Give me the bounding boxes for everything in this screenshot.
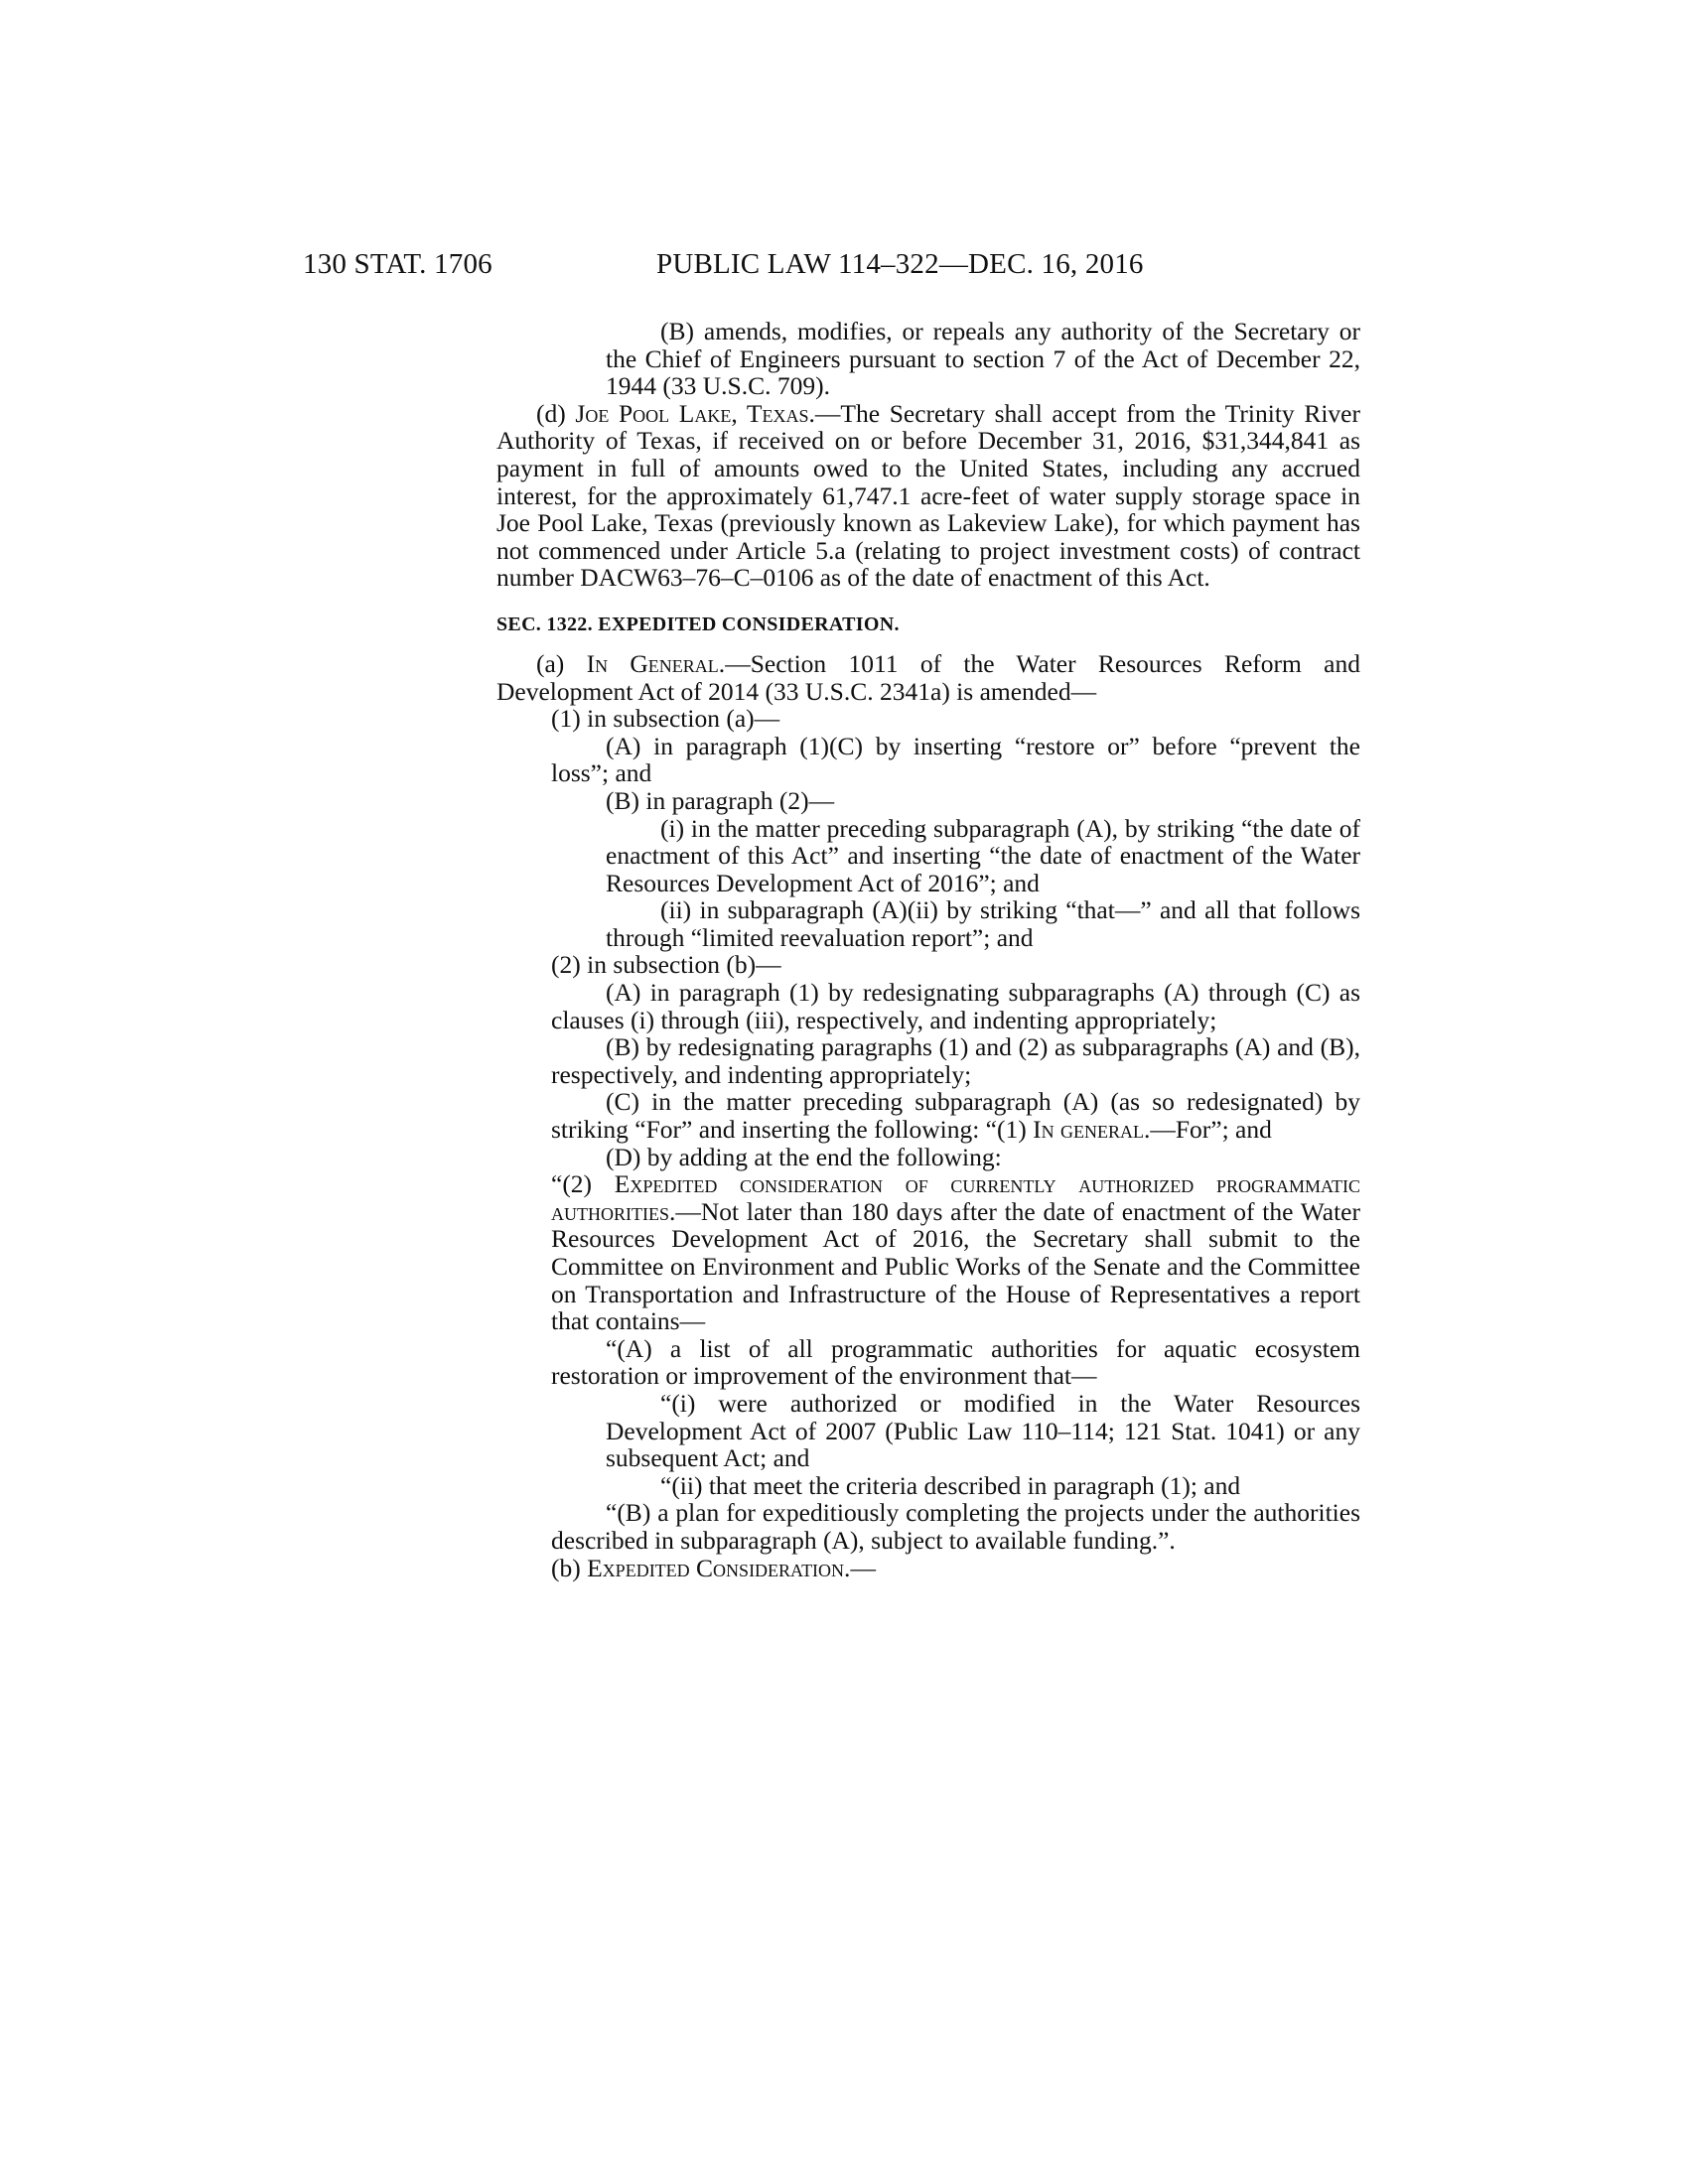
item-2d-paragraph: (D) by adding at the end the following:: [606, 1142, 1002, 1171]
item-2c-text-a: (C) in the matter preceding subparagraph (A) (as so redesignated) by striking “For” and inserting the following: “(1): [551, 1087, 1360, 1145]
paragraph-b-expedited: [496, 1555, 1360, 1582]
quoted-paragraph-2-lead: “(2): [551, 1169, 615, 1199]
paragraph-b-amends: (B) amends, modifies, or repeals any authority of the Secretary or the Chief of Engineers pursuant to section 7 of the Act of December 22, 1944 (33 U.S.C. 709).: [606, 317, 1360, 401]
item-1b-paragraph: (B) in paragraph (2)—: [606, 785, 835, 815]
item-2c-paragraph: [496, 1088, 1360, 1143]
paragraph-a-text: —Section 1011 of the Water Resources Reform and Development Act of 2014 (33 U.S.C. 2341a) is amended—: [496, 648, 1360, 706]
paragraph-b-text: —: [850, 1553, 876, 1582]
item-1b-i: (i) in the matter preceding subparagraph (A), by striking “the date of enactment of this Act” and inserting “the date of enactment of the Water Resources Development Act of 2016”; and: [606, 813, 1360, 897]
quoted-subparagraph-a: “(A) a list of all programmatic authorities for aquatic ecosystem restoration or improvement of the environment that—: [551, 1333, 1360, 1391]
paragraph-b-lead: (b): [551, 1553, 588, 1582]
paragraph-a-in-general: [496, 650, 1360, 705]
item-1-subsection-a: (1) in subsection (a)—: [551, 704, 780, 734]
paragraph-d-lead: (d): [536, 398, 576, 428]
item-2c-heading: In general.: [1033, 1115, 1151, 1145]
item-2a-paragraph: (A) in paragraph (1) by redesignating subparagraphs (A) through (C) as clauses (i) through (iii), respectively, and indenting appropriately;: [551, 978, 1360, 1034]
paragraph-d-joe-pool-lake: [496, 400, 1360, 592]
document-body: [496, 318, 1360, 1581]
section-heading: SEC. 1322. EXPEDITED CONSIDERATION.: [496, 613, 900, 635]
paragraph-d-heading: Joe Pool Lake, Texas.: [575, 398, 815, 428]
quoted-paragraph-2: [496, 1170, 1360, 1335]
item-1b-ii: (ii) in subparagraph (A)(ii) by striking “that—” and all that follows through “limited reevaluation report”; and: [606, 895, 1360, 952]
quoted-paragraph-2-heading: Expedited consideration of currently authorized programmatic authorities.: [551, 1169, 1360, 1226]
item-1a-paragraph: (A) in paragraph (1)(C) by inserting “restore or” before “prevent the loss”; and: [551, 731, 1360, 788]
quoted-subparagraph-b: “(B) a plan for expeditiously completing the projects under the authorities described in subparagraph (A), subject to available funding.”.: [551, 1498, 1360, 1555]
item-2c-text-b: —For”; and: [1150, 1115, 1272, 1145]
quoted-paragraph-2-text: —Not later than 180 days after the date of enactment of the Water Resources Development Act of 2016, the Secretary shall submit to the Committee on Environment and Public Works of the Senate and the Committee on Transportation and Infrastructure of the House of Representatives a report that contains—: [551, 1196, 1360, 1336]
paragraph-b-heading: Expedited Consideration.: [587, 1553, 851, 1582]
paragraph-a-heading: In General.: [586, 648, 726, 678]
quoted-clause-ii: “(ii) that meet the criteria described in paragraph (1); and: [660, 1470, 1241, 1500]
paragraph-a-lead: (a): [536, 648, 587, 678]
running-header: PUBLIC LAW 114–322—DEC. 16, 2016: [656, 248, 1144, 280]
page-stat-number: 130 STAT. 1706: [303, 248, 492, 280]
item-2b-paragraph: (B) by redesignating paragraphs (1) and (2) as subparagraphs (A) and (B), respectively, and indenting appropriately;: [551, 1032, 1360, 1089]
quoted-clause-i: “(i) were authorized or modified in the Water Resources Development Act of 2007 (Public Law 110–114; 121 Stat. 1041) or any subsequent Act; and: [606, 1388, 1360, 1473]
paragraph-d-text: —The Secretary shall accept from the Trinity River Authority of Texas, if received on or before December 31, 2016, $31,344,841 as payment in full of amounts owed to the United States, including any accrued interest, for the approximately 61,747.1 acre-feet of water supply storage space in Joe Pool Lake, Texas (previously known as Lakeview Lake), for which payment has not commenced under Article 5.a (relating to project investment costs) of contract number DACW63–76–C–0106 as of the date of enactment of this Act.: [496, 398, 1360, 593]
item-2-subsection-b: (2) in subsection (b)—: [551, 950, 781, 980]
